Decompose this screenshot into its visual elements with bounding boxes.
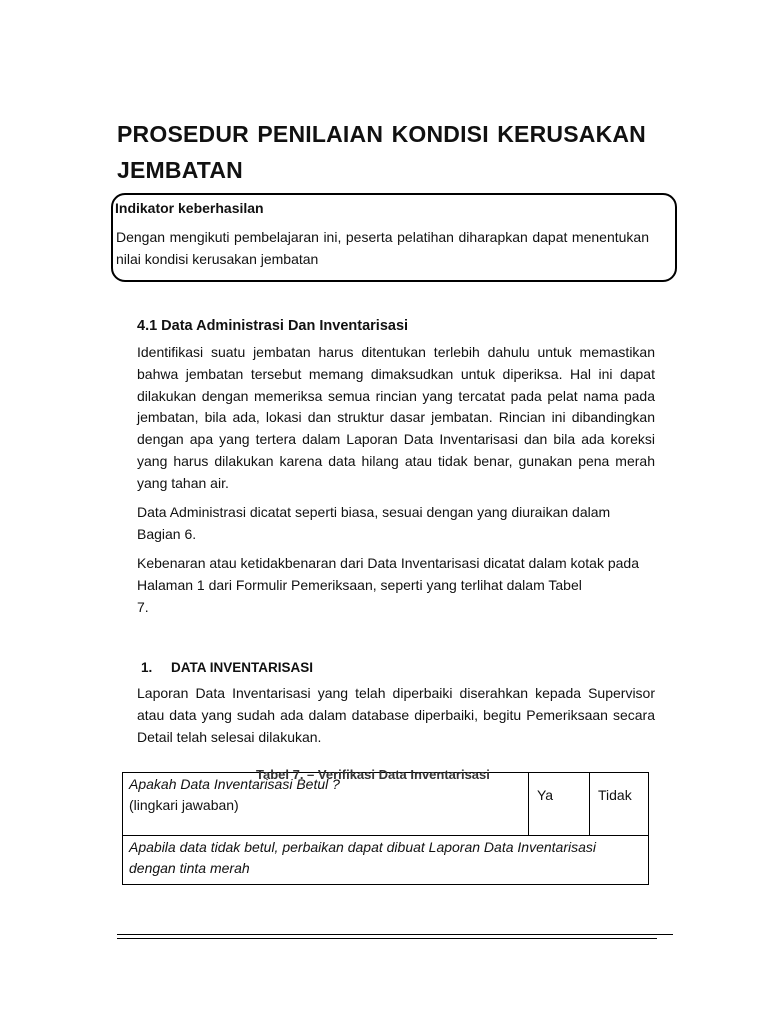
indicator-text: Dengan mengikuti pembelajaran ini, peserta pelatihan diharapkan dapat menentukan nilai kondisi kerusakan jembatan <box>116 229 649 267</box>
verification-table <box>122 772 649 885</box>
footer-divider <box>117 934 673 935</box>
table-caption: Tabel 7. – Verifikasi Data Inventarisasi <box>256 767 490 782</box>
list-heading-label: DATA INVENTARISASI <box>171 660 314 675</box>
paragraph-administration: Data Administrasi dicatat seperti biasa, sesuai dengan yang diuraikan dalam Bagian 6. <box>137 504 611 542</box>
footer-divider-inner <box>117 938 657 939</box>
option-yes: Ya <box>529 773 590 836</box>
paragraph-verification <box>137 553 655 618</box>
table-row <box>123 836 649 885</box>
paragraph-verification-text: Kebenaran atau ketidakbenaran dari Data Inventarisasi dicatat dalam kotak pada Halaman 1 dari Formulir Pemeriksaan, seperti yang terlihat dalam Tabel <box>137 555 639 593</box>
paragraph-identification: Identifikasi suatu jembatan harus ditentukan terlebih dahulu untuk memastikan bahwa jembatan tersebut memang dimaksudkan untuk diperiksa. Hal ini dapat dilakukan dengan memeriksa semua rincian yang tercatat pada pelat nama pada jembatan, bila ada, lokasi dan struktur dasar jembatan. Rincian ini dibandingkan dengan apa yang tertera dalam Laporan Data Inventarisasi dan bila ada koreksi yang harus dilakukan karena data hilang atau tidak benar, gunakan pena merah yang tahan air. <box>137 344 655 491</box>
note-cell: Apabila data tidak betul, perbaikan dapat dibuat Laporan Data Inventarisasi dengan tinta merah <box>123 836 649 885</box>
question-hint: (lingkari jawaban) <box>129 797 239 813</box>
question-text: Apakah Data Inventarisasi Betul ? <box>129 776 340 792</box>
paragraph-verification-tail: 7. <box>137 598 149 615</box>
list-number: 1. <box>141 660 153 675</box>
page-title: PROSEDUR PENILAIAN KONDISI KERUSAKAN JEMBATAN <box>117 121 646 183</box>
option-no: Tidak <box>590 773 649 836</box>
section-heading: 4.1 Data Administrasi Dan Inventarisasi <box>137 318 409 334</box>
indicator-heading: Indikator keberhasilan <box>115 200 264 216</box>
list-heading <box>141 658 313 678</box>
paragraph-inventory-report: Laporan Data Inventarisasi yang telah diperbaiki diserahkan kepada Supervisor atau data yang sudah ada dalam database diperbaiki, begitu Pemeriksaan secara Detail telah selesai dilakukan. <box>137 685 655 745</box>
